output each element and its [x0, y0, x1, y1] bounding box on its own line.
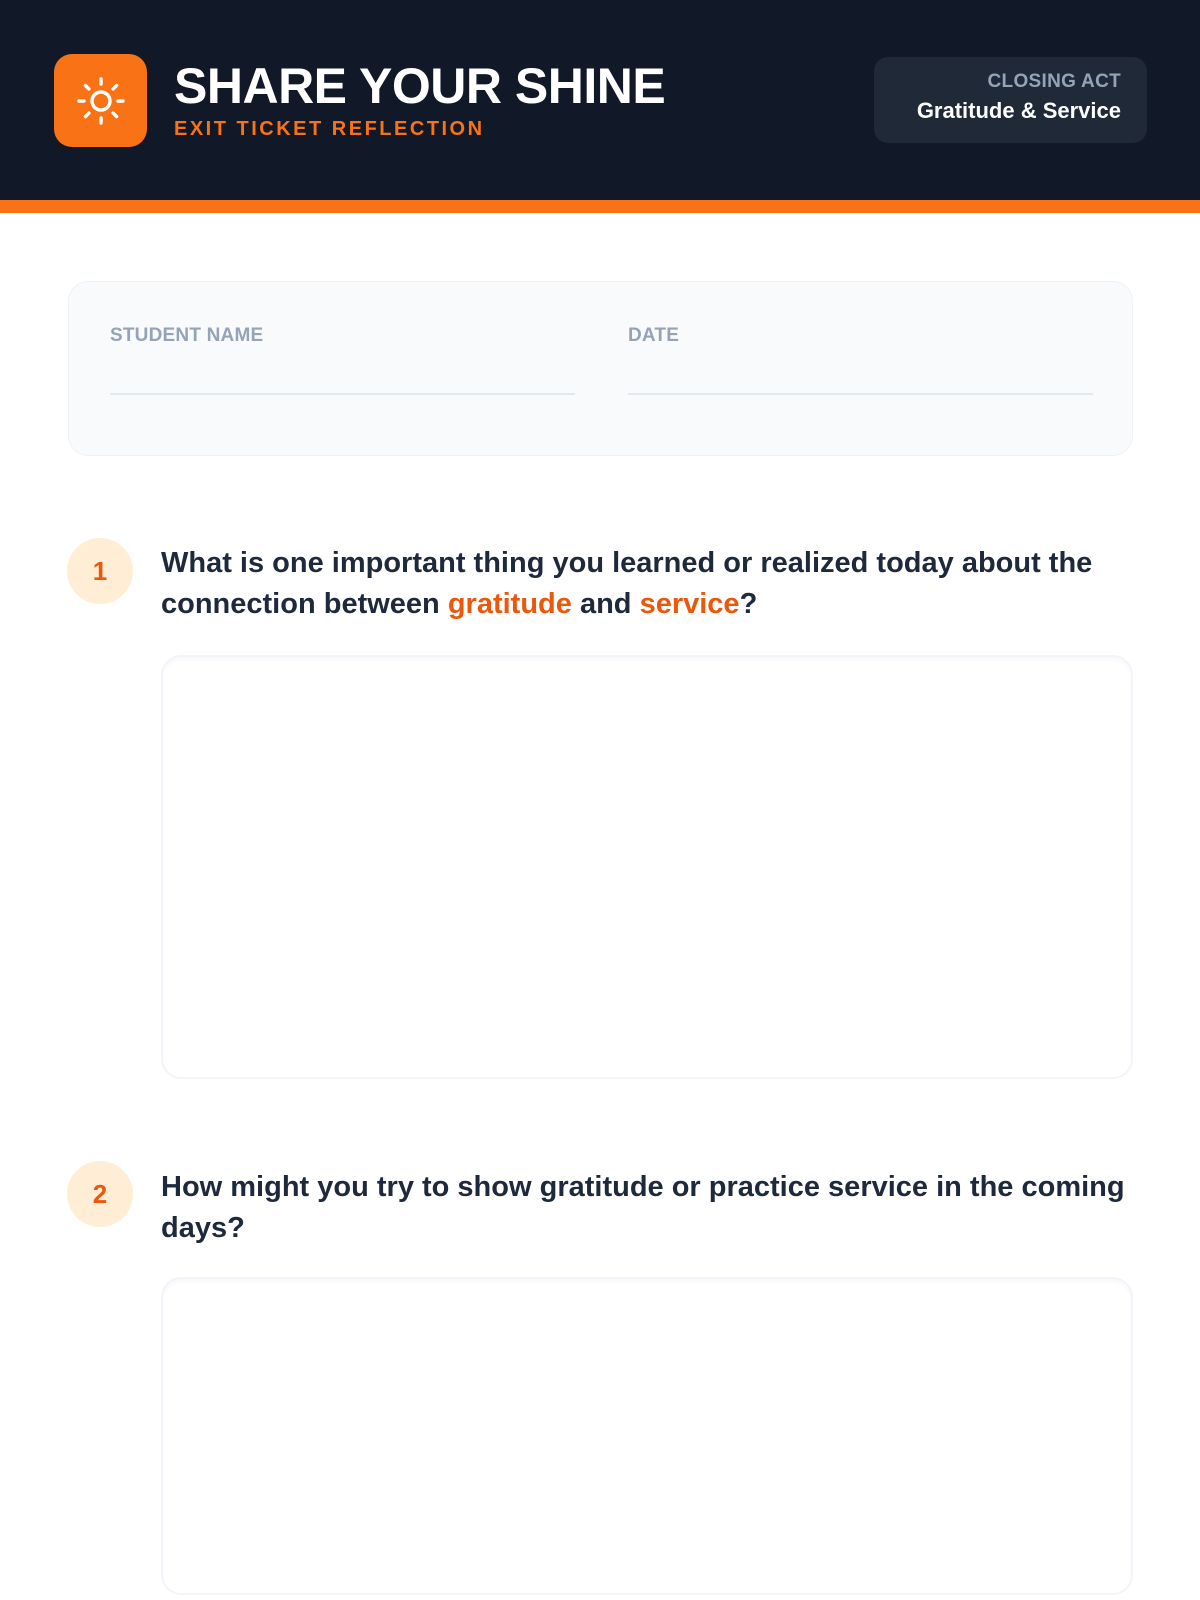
context-kicker: CLOSING ACT [987, 71, 1121, 92]
student-name-value[interactable] [110, 348, 575, 378]
question-1-text-before: What is one important thing you learned or realized today about the connection between [161, 547, 1093, 620]
question-2-number-badge: 2 [67, 1161, 133, 1227]
context-card [874, 57, 1147, 143]
sun-icon [76, 76, 126, 126]
header-accent-stripe [0, 200, 1200, 213]
question-1-text-middle: and [571, 588, 640, 620]
student-name-label: STUDENT NAME [110, 325, 264, 346]
question-1-text-after: ? [739, 588, 758, 620]
question-1-number-badge: 1 [67, 538, 133, 604]
student-name-field[interactable] [110, 324, 575, 378]
student-name-line [110, 393, 575, 395]
context-value: Gratitude & Service [916, 98, 1121, 123]
page-title: SHARE YOUR SHINE [174, 58, 666, 114]
date-label: DATE [628, 325, 680, 346]
question-2-answer-box[interactable] [161, 1277, 1133, 1595]
date-line [628, 393, 1093, 395]
question-1-text [161, 543, 1151, 625]
question-1-answer-box[interactable] [161, 655, 1133, 1079]
question-2-text: How might you try to show gratitude or practice service in the coming days? [161, 1171, 1125, 1244]
question-1-highlight-service: service [639, 588, 740, 620]
page-header [0, 0, 1200, 200]
date-value[interactable] [628, 348, 1093, 378]
date-field[interactable] [628, 324, 1093, 378]
question-1-highlight-gratitude: gratitude [447, 588, 572, 620]
student-info-card [68, 281, 1133, 456]
logo-badge [54, 54, 147, 147]
page-subtitle: EXIT TICKET REFLECTION [174, 118, 485, 140]
